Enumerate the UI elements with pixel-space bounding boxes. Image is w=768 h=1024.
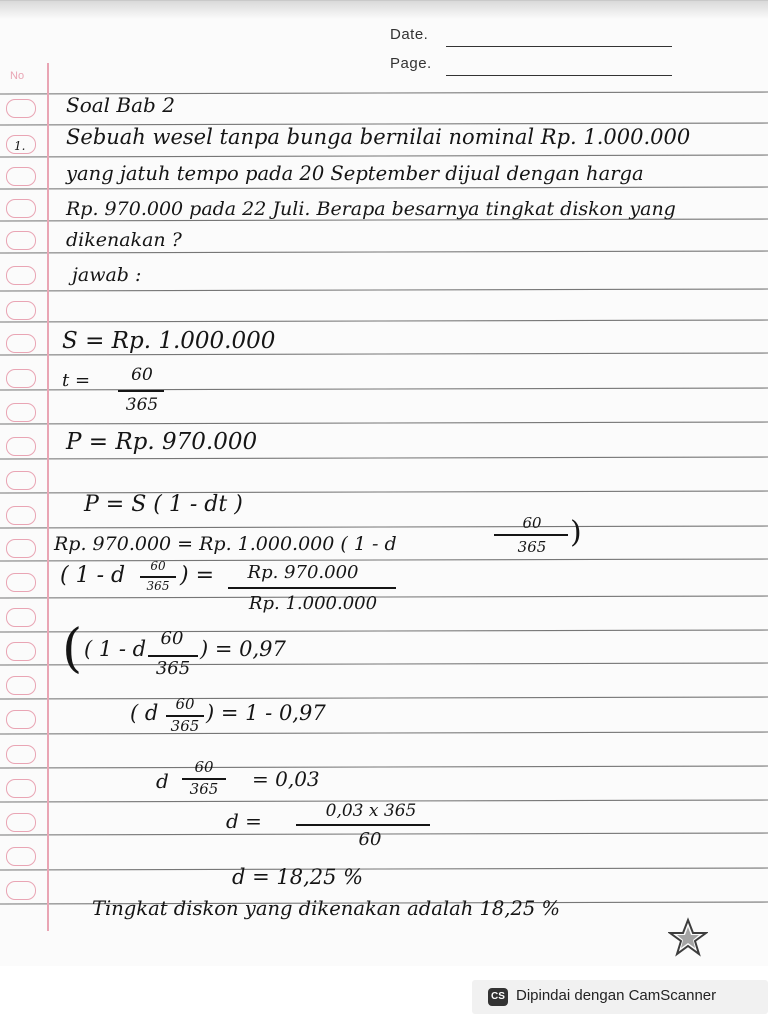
given-s: S = Rp. 1.000.000 [62, 328, 276, 354]
formula: P = S ( 1 - dt ) [84, 492, 243, 517]
binder-hole [6, 437, 36, 456]
step-4-right: ) = 1 - 0,97 [206, 701, 326, 725]
step-1-numerator: 60 [522, 514, 542, 532]
step-3-left: ( 1 - d [84, 637, 147, 661]
step-2-equals: ) = [180, 563, 215, 588]
fraction-bar [494, 534, 568, 536]
page-label: Page. [390, 55, 432, 72]
question-number: 1. [14, 139, 26, 153]
step-5-left: d [156, 769, 169, 793]
step-4-numerator: 60 [175, 695, 195, 713]
final-result: d = 18,25 % [232, 865, 364, 889]
fraction-bar [296, 824, 430, 826]
binder-hole [6, 745, 36, 764]
step-2-inner-denominator: 365 [146, 579, 170, 593]
binder-hole [6, 471, 36, 490]
conclusion: Tingkat diskon yang dikenakan adalah 18,25 % [92, 897, 561, 920]
margin-line [47, 63, 49, 931]
given-t-numerator: 60 [131, 365, 153, 385]
step-2-numerator: Rp. 970.000 [247, 562, 359, 583]
given-t-prefix: t = [62, 370, 91, 391]
question-line-1: Sebuah wesel tanpa bunga bernilai nominal Rp. 1.000.000 [66, 125, 691, 149]
step-2-left: ( 1 - d [60, 563, 126, 588]
date-label: Date. [390, 26, 429, 43]
step-1: Rp. 970.000 = Rp. 1.000.000 ( 1 - d [54, 533, 397, 555]
star-stamp-icon [668, 917, 708, 959]
camscanner-badge [472, 980, 768, 1014]
binder-hole [6, 847, 36, 866]
binder-hole [6, 403, 36, 422]
fraction-bar [118, 390, 164, 392]
step-6-left: d = [226, 809, 262, 833]
binder-hole [6, 301, 36, 320]
binder-hole [6, 199, 36, 218]
question-line-3: Rp. 970.000 pada 22 Juli. Berapa besarnya tingkat diskon yang [66, 198, 676, 220]
given-t-denominator: 365 [125, 395, 159, 415]
binder-hole [6, 779, 36, 798]
step-3-denominator: 365 [155, 658, 191, 679]
open-paren: ( [62, 619, 83, 679]
binder-hole [6, 266, 36, 285]
camscanner-text: Dipindai dengan CamScanner [516, 987, 717, 1004]
binder-hole [6, 608, 36, 627]
binder-hole [6, 539, 36, 558]
step-2-inner-numerator: 60 [150, 559, 166, 573]
step-6-numerator: 0,03 x 365 [325, 801, 417, 821]
step-5-denominator: 365 [189, 780, 219, 798]
question-line-4: dikenakan ? [66, 229, 182, 251]
page-title: Soal Bab 2 [66, 93, 175, 117]
step-1-denominator: 365 [517, 538, 547, 556]
step-3-right: ) = 0,97 [200, 637, 286, 661]
no-label: No [10, 70, 25, 82]
step-5-right: = 0,03 [252, 767, 320, 791]
date-line [446, 46, 672, 47]
step-2-denominator: Rp. 1.000.000 [248, 593, 378, 614]
binder-hole [6, 813, 36, 832]
binder-hole [6, 676, 36, 695]
binder-hole [6, 167, 36, 186]
answer-label: jawab : [72, 264, 142, 286]
binder-hole [6, 334, 36, 353]
fraction-bar [140, 576, 176, 578]
binder-hole [6, 710, 36, 729]
binder-hole [6, 642, 36, 661]
step-4-denominator: 365 [170, 717, 200, 735]
binder-hole [6, 369, 36, 388]
given-p: P = Rp. 970.000 [66, 429, 258, 455]
step-3-numerator: 60 [160, 628, 184, 649]
step-5-numerator: 60 [194, 758, 214, 776]
step-6-denominator: 60 [358, 829, 382, 850]
camscanner-logo-icon: CS [488, 988, 508, 1006]
binder-hole [6, 99, 36, 118]
step-4-left: ( d [130, 701, 159, 725]
binder-hole [6, 231, 36, 250]
fraction-bar [228, 587, 396, 589]
page-line [446, 75, 672, 76]
binder-hole [6, 881, 36, 900]
fraction-bar [148, 655, 198, 657]
closing-paren: ) [570, 515, 582, 550]
binder-hole [6, 506, 36, 525]
question-line-2: yang jatuh tempo pada 20 September dijual dengan harga [66, 162, 644, 185]
binder-hole [6, 573, 36, 592]
